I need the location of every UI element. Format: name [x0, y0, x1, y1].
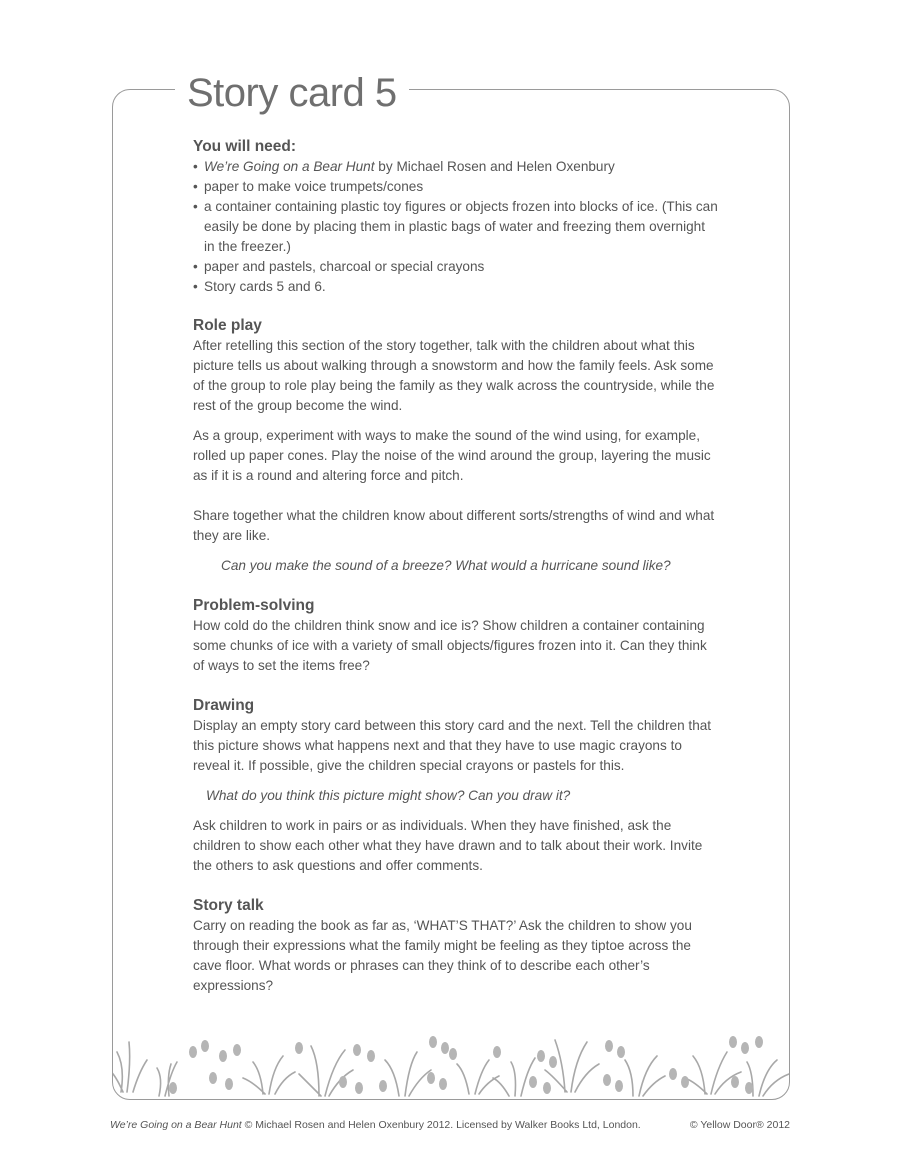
footer-book-title: We’re Going on a Bear Hunt: [110, 1119, 242, 1131]
section-heading-role-play: Role play: [193, 317, 262, 334]
list-item: • paper and pastels, charcoal or special crayons: [193, 257, 718, 277]
card-content: [193, 137, 718, 996]
section-drawing: [193, 696, 718, 876]
paragraph: As a group, experiment with ways to make the sound of the wind using, for example, rolled up paper cones. Play the noise of the wind around the group, layering the music as if it is a round and altering force and pitch.: [193, 428, 711, 483]
section-heading-drawing: Drawing: [193, 697, 255, 714]
section-heading-story-talk: Story talk: [193, 897, 264, 914]
materials-list: [193, 157, 718, 297]
paragraph: How cold do the children think snow and ice is? Show children a container containing some chunks of ice with a variety of small objects/figures frozen into it. Can they think of ways to set the items free?: [193, 618, 707, 673]
discussion-question: Can you make the sound of a breeze? What would a hurricane sound like?: [221, 558, 671, 573]
grass-footprints-decoration: [113, 1012, 789, 1100]
discussion-question: What do you think this picture might show? Can you draw it?: [206, 788, 571, 803]
section-you-will-need: [193, 137, 718, 297]
section-heading-problem-solving: Problem-solving: [193, 597, 315, 614]
list-item: • We’re Going on a Bear Hunt by Michael Rosen and Helen Oxenbury: [193, 157, 718, 177]
paragraph: Carry on reading the book as far as, ‘WHAT’S THAT?’ Ask the children to show you through their expressions what the family might be feeling as they tiptoe across the cave floor. What words or phrases can they think of to describe each other’s expressions?: [193, 918, 692, 993]
paragraph: Ask children to work in pairs or as individuals. When they have finished, ask the children to show each other what they have drawn and to talk about their work. Invite the others to ask questions and offer comments.: [193, 818, 703, 873]
paragraph: Share together what the children know about different sorts/strengths of wind and what they are like.: [193, 508, 715, 543]
list-item: • Story cards 5 and 6.: [193, 277, 718, 297]
list-item: • a container containing plastic toy figures or objects frozen into blocks of ice. (This can easily be done by placing them in plastic bags of water and freezing them overnight in the freezer.): [193, 197, 718, 257]
paragraph: Display an empty story card between this story card and the next. Tell the children that this picture shows what happens next and that they have to use magic crayons to reveal it. If possible, give the children special crayons or pastels for this.: [193, 718, 712, 773]
grass-footprints-illustration: [113, 1012, 789, 1100]
section-story-talk: [193, 896, 718, 996]
page-title: Story card 5: [175, 66, 409, 120]
section-heading-you-will-need: You will need:: [193, 138, 297, 155]
footer-copyright: © Yellow Door® 2012: [689, 1119, 790, 1131]
section-role-play: [193, 316, 718, 576]
section-problem-solving: [193, 596, 718, 676]
paragraph: After retelling this section of the story together, talk with the children about what this picture tells us about walking through a snowstorm and how the family feels. Ask some of the group to role play being the family as they walk across the countryside, while the rest of the group become the wind.: [193, 338, 715, 413]
list-item: • paper to make voice trumpets/cones: [193, 177, 718, 197]
footer-license: © Michael Rosen and Helen Oxenbury 2012. Licensed by Walker Books Ltd, London.: [241, 1119, 641, 1131]
footer-credit: [110, 1119, 790, 1131]
